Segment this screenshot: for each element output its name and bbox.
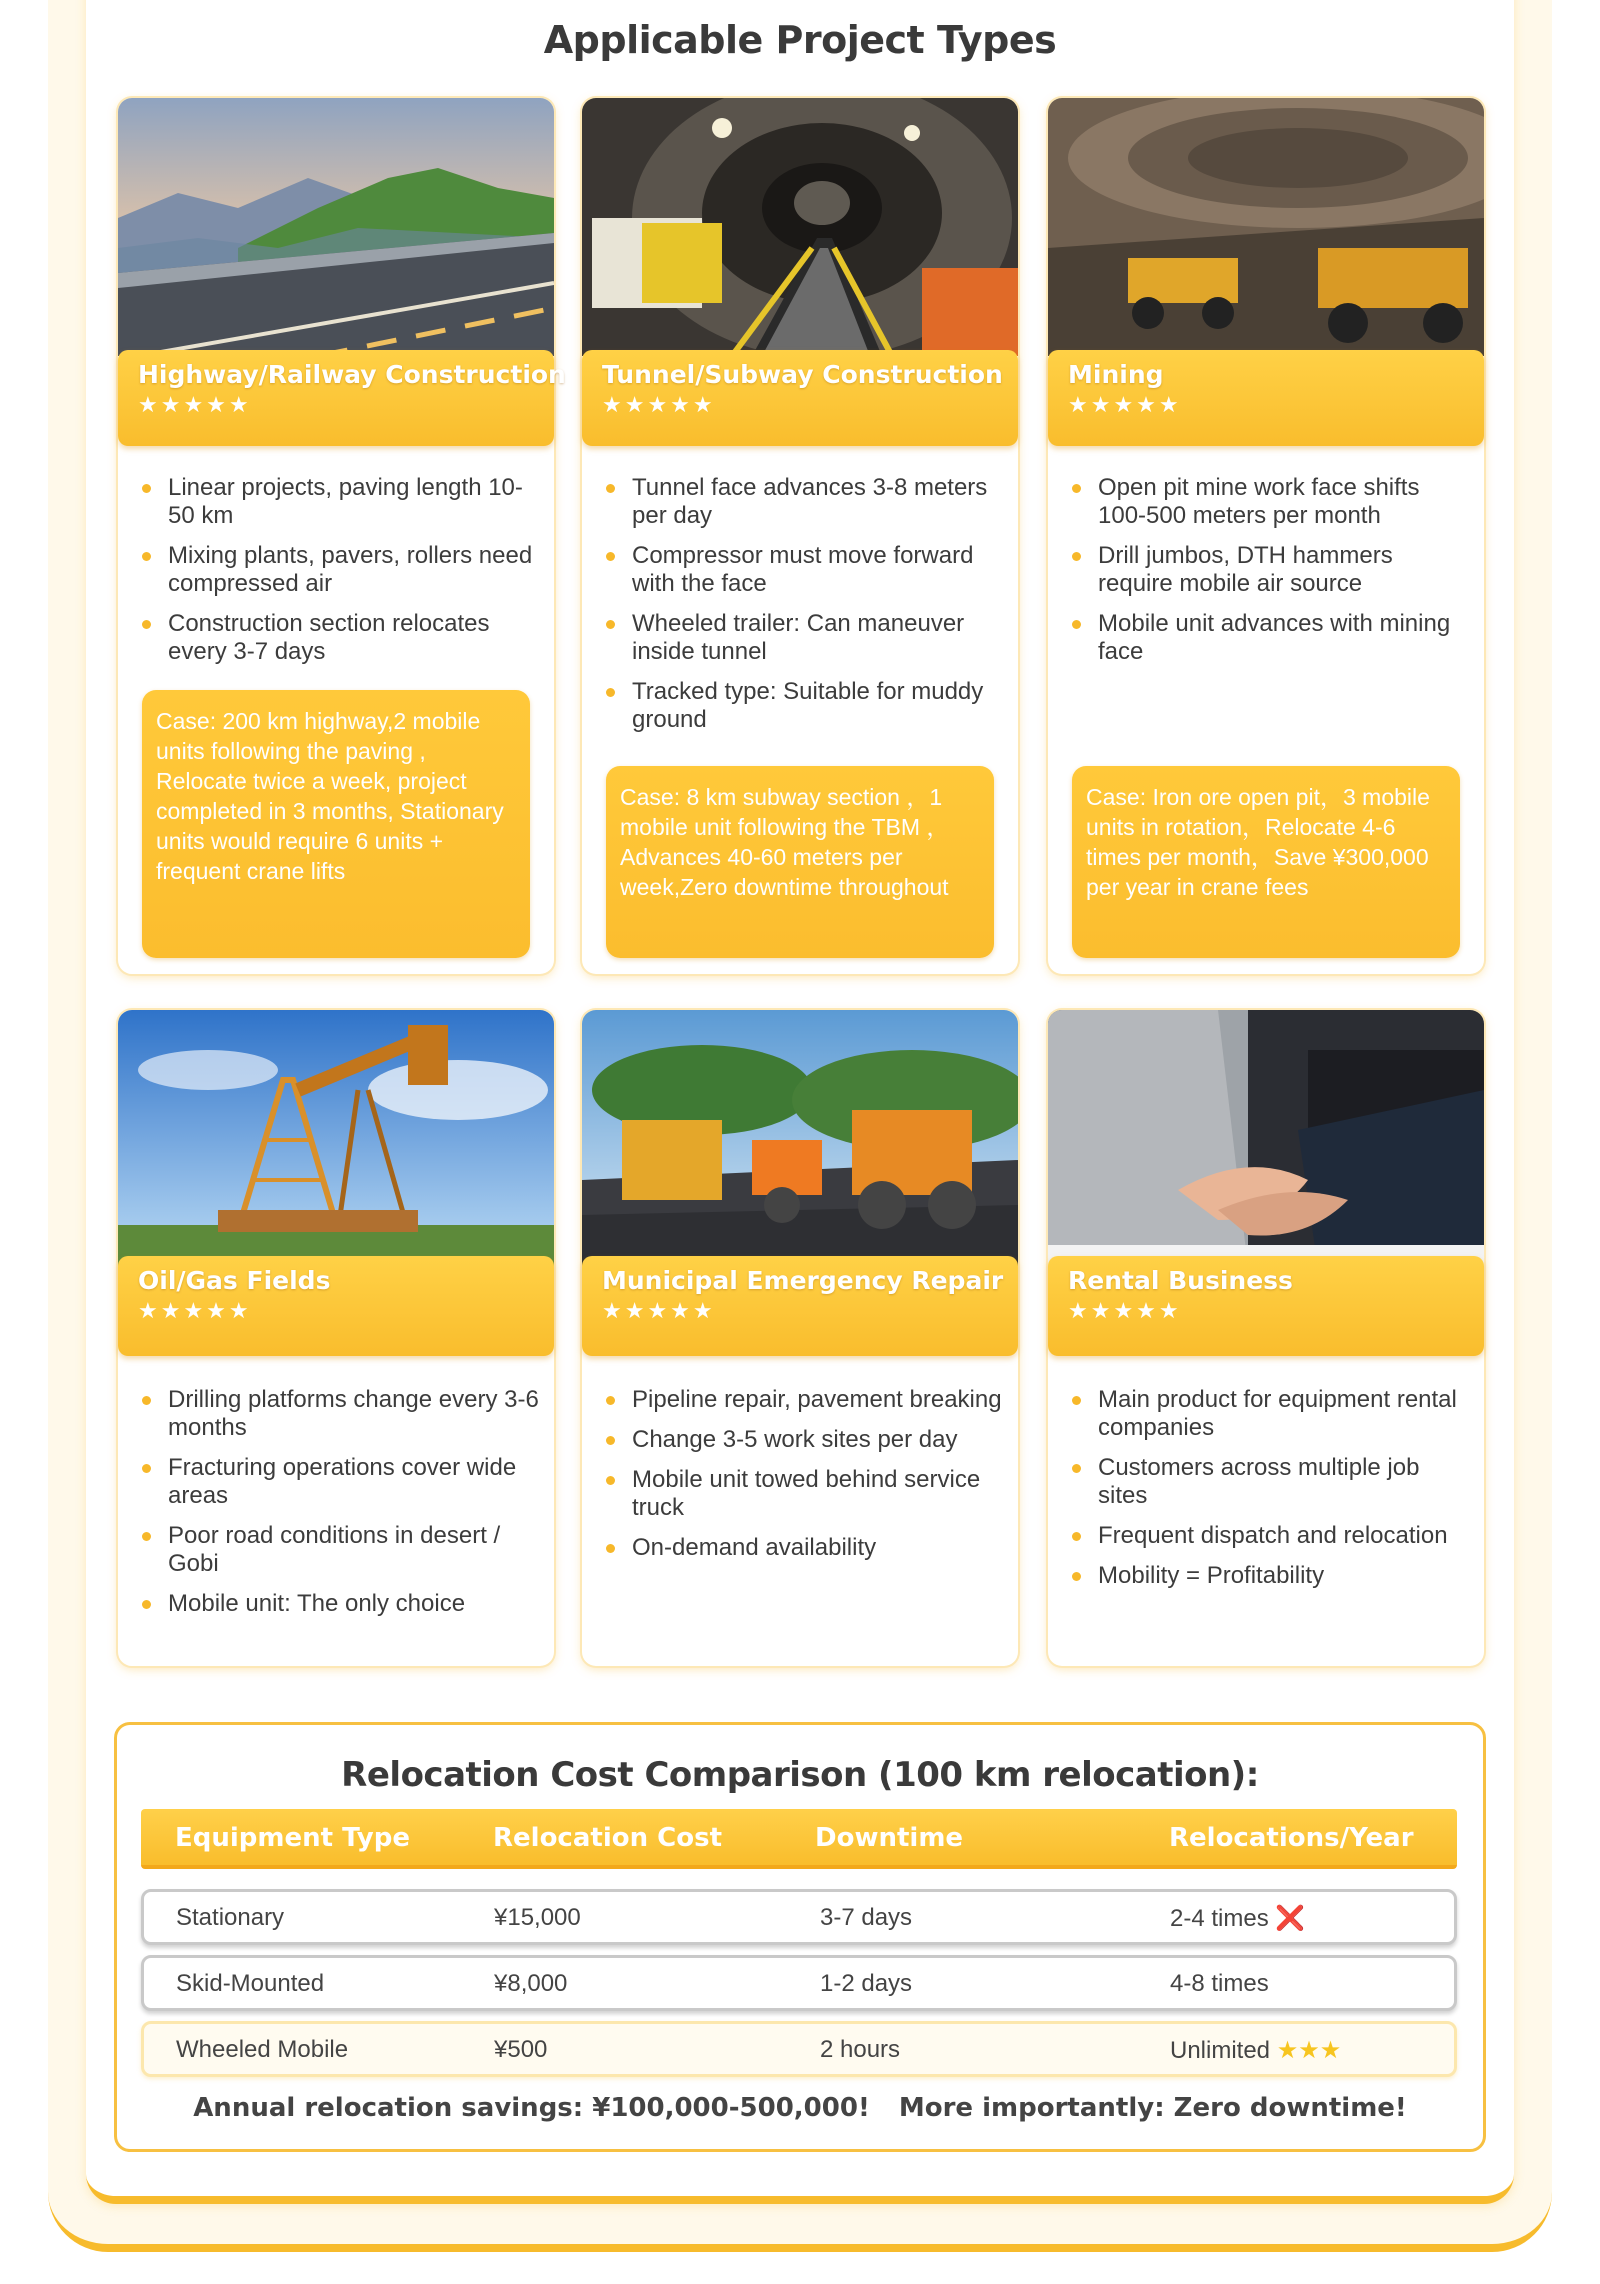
cell-cost: ¥15,000 — [494, 1904, 581, 1931]
rating-stars: ★★★★★ — [138, 1299, 252, 1324]
cell-downtime: 2 hours — [820, 2036, 901, 2063]
per-year-value: 2-4 times — [1170, 1905, 1269, 1932]
card-mining — [1048, 98, 1484, 974]
list-item: Fracturing operations cover wide areas — [140, 1454, 540, 1510]
feature-list — [140, 1386, 540, 1630]
cell-type: Skid-Mounted — [176, 1970, 325, 1997]
card-title: Tunnel/Subway Construction — [602, 360, 1003, 389]
card-highway — [118, 98, 566, 974]
header-equipment-type: Equipment Type — [175, 1823, 410, 1853]
mining-photo — [1048, 98, 1484, 356]
card-banner — [1048, 350, 1484, 446]
list-item: On-demand availability — [604, 1534, 1004, 1562]
list-item: Wheeled trailer: Can maneuver inside tunnel — [604, 610, 1004, 666]
list-item: Construction section relocates every 3-7 days — [140, 610, 540, 666]
card-title: Rental Business — [1068, 1266, 1293, 1295]
case-study: Case: 200 km highway,2 mobile units following the paving , Relocate twice a week, project completed in 3 months, Stationary units would require 6 units + frequent crane lifts — [142, 690, 530, 958]
card-banner — [582, 1256, 1018, 1356]
cost-comparison — [114, 1722, 1486, 2152]
page-title: Applicable Project Types — [543, 18, 1057, 62]
list-item: Pipeline repair, pavement breaking — [604, 1386, 1004, 1414]
star-icon: ★★★ — [1276, 2037, 1342, 2064]
handshake-photo — [1048, 1010, 1484, 1268]
header-relocations-year: Relocations/Year — [1169, 1823, 1414, 1853]
case-study: Case: Iron ore open pit，3 mobile units in rotation，Relocate 4-6 times per month，Save ¥300,000 per year in crane fees — [1072, 766, 1460, 958]
rating-stars: ★★★★★ — [1068, 393, 1182, 418]
tunnel-photo — [582, 98, 1018, 356]
list-item: Frequent dispatch and relocation — [1070, 1522, 1470, 1550]
per-year-value: 4-8 times — [1170, 1970, 1269, 1997]
feature-list — [1070, 1386, 1470, 1602]
feature-list — [604, 474, 1004, 746]
card-banner — [118, 350, 566, 446]
rating-stars: ★★★★★ — [602, 393, 716, 418]
feature-list — [140, 474, 540, 678]
list-item: Customers across multiple job sites — [1070, 1454, 1470, 1510]
cell-downtime: 1-2 days — [820, 1970, 913, 1997]
comparison-title: Relocation Cost Comparison (100 km relocation): — [341, 1755, 1259, 1795]
card-tunnel — [582, 98, 1018, 974]
zero-downtime-note: More importantly: Zero downtime! — [898, 2093, 1407, 2123]
rating-stars: ★★★★★ — [1068, 1299, 1182, 1324]
cell-per-year — [1170, 1970, 1269, 1998]
savings-amount: Annual relocation savings: ¥100,000-500,000! — [193, 2093, 870, 2123]
list-item: Mobile unit towed behind service truck — [604, 1466, 1004, 1522]
list-item: Drill jumbos, DTH hammers require mobile air source — [1070, 542, 1470, 598]
feature-list — [1070, 474, 1470, 678]
table-row-highlight — [141, 2021, 1457, 2077]
cell-type: Wheeled Mobile — [176, 2036, 349, 2063]
cell-downtime: 3-7 days — [820, 1904, 913, 1931]
header-downtime: Downtime — [815, 1823, 964, 1853]
cell-cost: ¥500 — [494, 2036, 548, 2063]
cell-per-year — [1170, 1904, 1305, 1933]
table-row — [141, 1889, 1457, 1945]
header-relocation-cost: Relocation Cost — [493, 1823, 722, 1853]
list-item: Tracked type: Suitable for muddy ground — [604, 678, 1004, 734]
list-item: Poor road conditions in desert / Gobi — [140, 1522, 540, 1578]
cell-per-year — [1170, 2036, 1341, 2065]
savings-note — [117, 2093, 1483, 2123]
card-banner — [1048, 1256, 1484, 1356]
list-item: Change 3-5 work sites per day — [604, 1426, 1004, 1454]
list-item: Mobile unit advances with mining face — [1070, 610, 1470, 666]
list-item: Main product for equipment rental companies — [1070, 1386, 1470, 1442]
highway-photo — [118, 98, 554, 356]
card-title: Highway/Railway Construction — [138, 360, 566, 389]
card-title: Oil/Gas Fields — [138, 1266, 331, 1295]
card-oil-gas — [118, 1010, 554, 1666]
list-item: Tunnel face advances 3-8 meters per day — [604, 474, 1004, 530]
oil-field-photo — [118, 1010, 554, 1268]
list-item: Open pit mine work face shifts 100-500 meters per month — [1070, 474, 1470, 530]
list-item: Mobile unit: The only choice — [140, 1590, 540, 1618]
list-item: Compressor must move forward with the face — [604, 542, 1004, 598]
case-study: Case: 8 km subway section ，1 mobile unit following the TBM ，Advances 40-60 meters per week,Zero downtime throughout — [606, 766, 994, 958]
feature-list — [604, 1386, 1004, 1574]
card-rental — [1048, 1010, 1484, 1666]
cross-icon: ❌ — [1275, 1905, 1306, 1932]
table-header — [141, 1809, 1457, 1869]
cell-type: Stationary — [176, 1904, 285, 1931]
rating-stars: ★★★★★ — [602, 1299, 716, 1324]
card-title: Municipal Emergency Repair — [602, 1266, 1004, 1295]
card-banner — [582, 350, 1018, 446]
card-title: Mining — [1068, 360, 1164, 389]
cell-cost: ¥8,000 — [494, 1970, 568, 1997]
list-item: Mobility = Profitability — [1070, 1562, 1470, 1590]
list-item: Mixing plants, pavers, rollers need compressed air — [140, 542, 540, 598]
list-item: Drilling platforms change every 3-6 months — [140, 1386, 540, 1442]
card-banner — [118, 1256, 554, 1356]
list-item: Linear projects, paving length 10-50 km — [140, 474, 540, 530]
card-municipal — [582, 1010, 1018, 1666]
road-repair-photo — [582, 1010, 1018, 1268]
per-year-value: Unlimited — [1170, 2037, 1271, 2064]
table-row — [141, 1955, 1457, 2011]
rating-stars: ★★★★★ — [138, 393, 252, 418]
